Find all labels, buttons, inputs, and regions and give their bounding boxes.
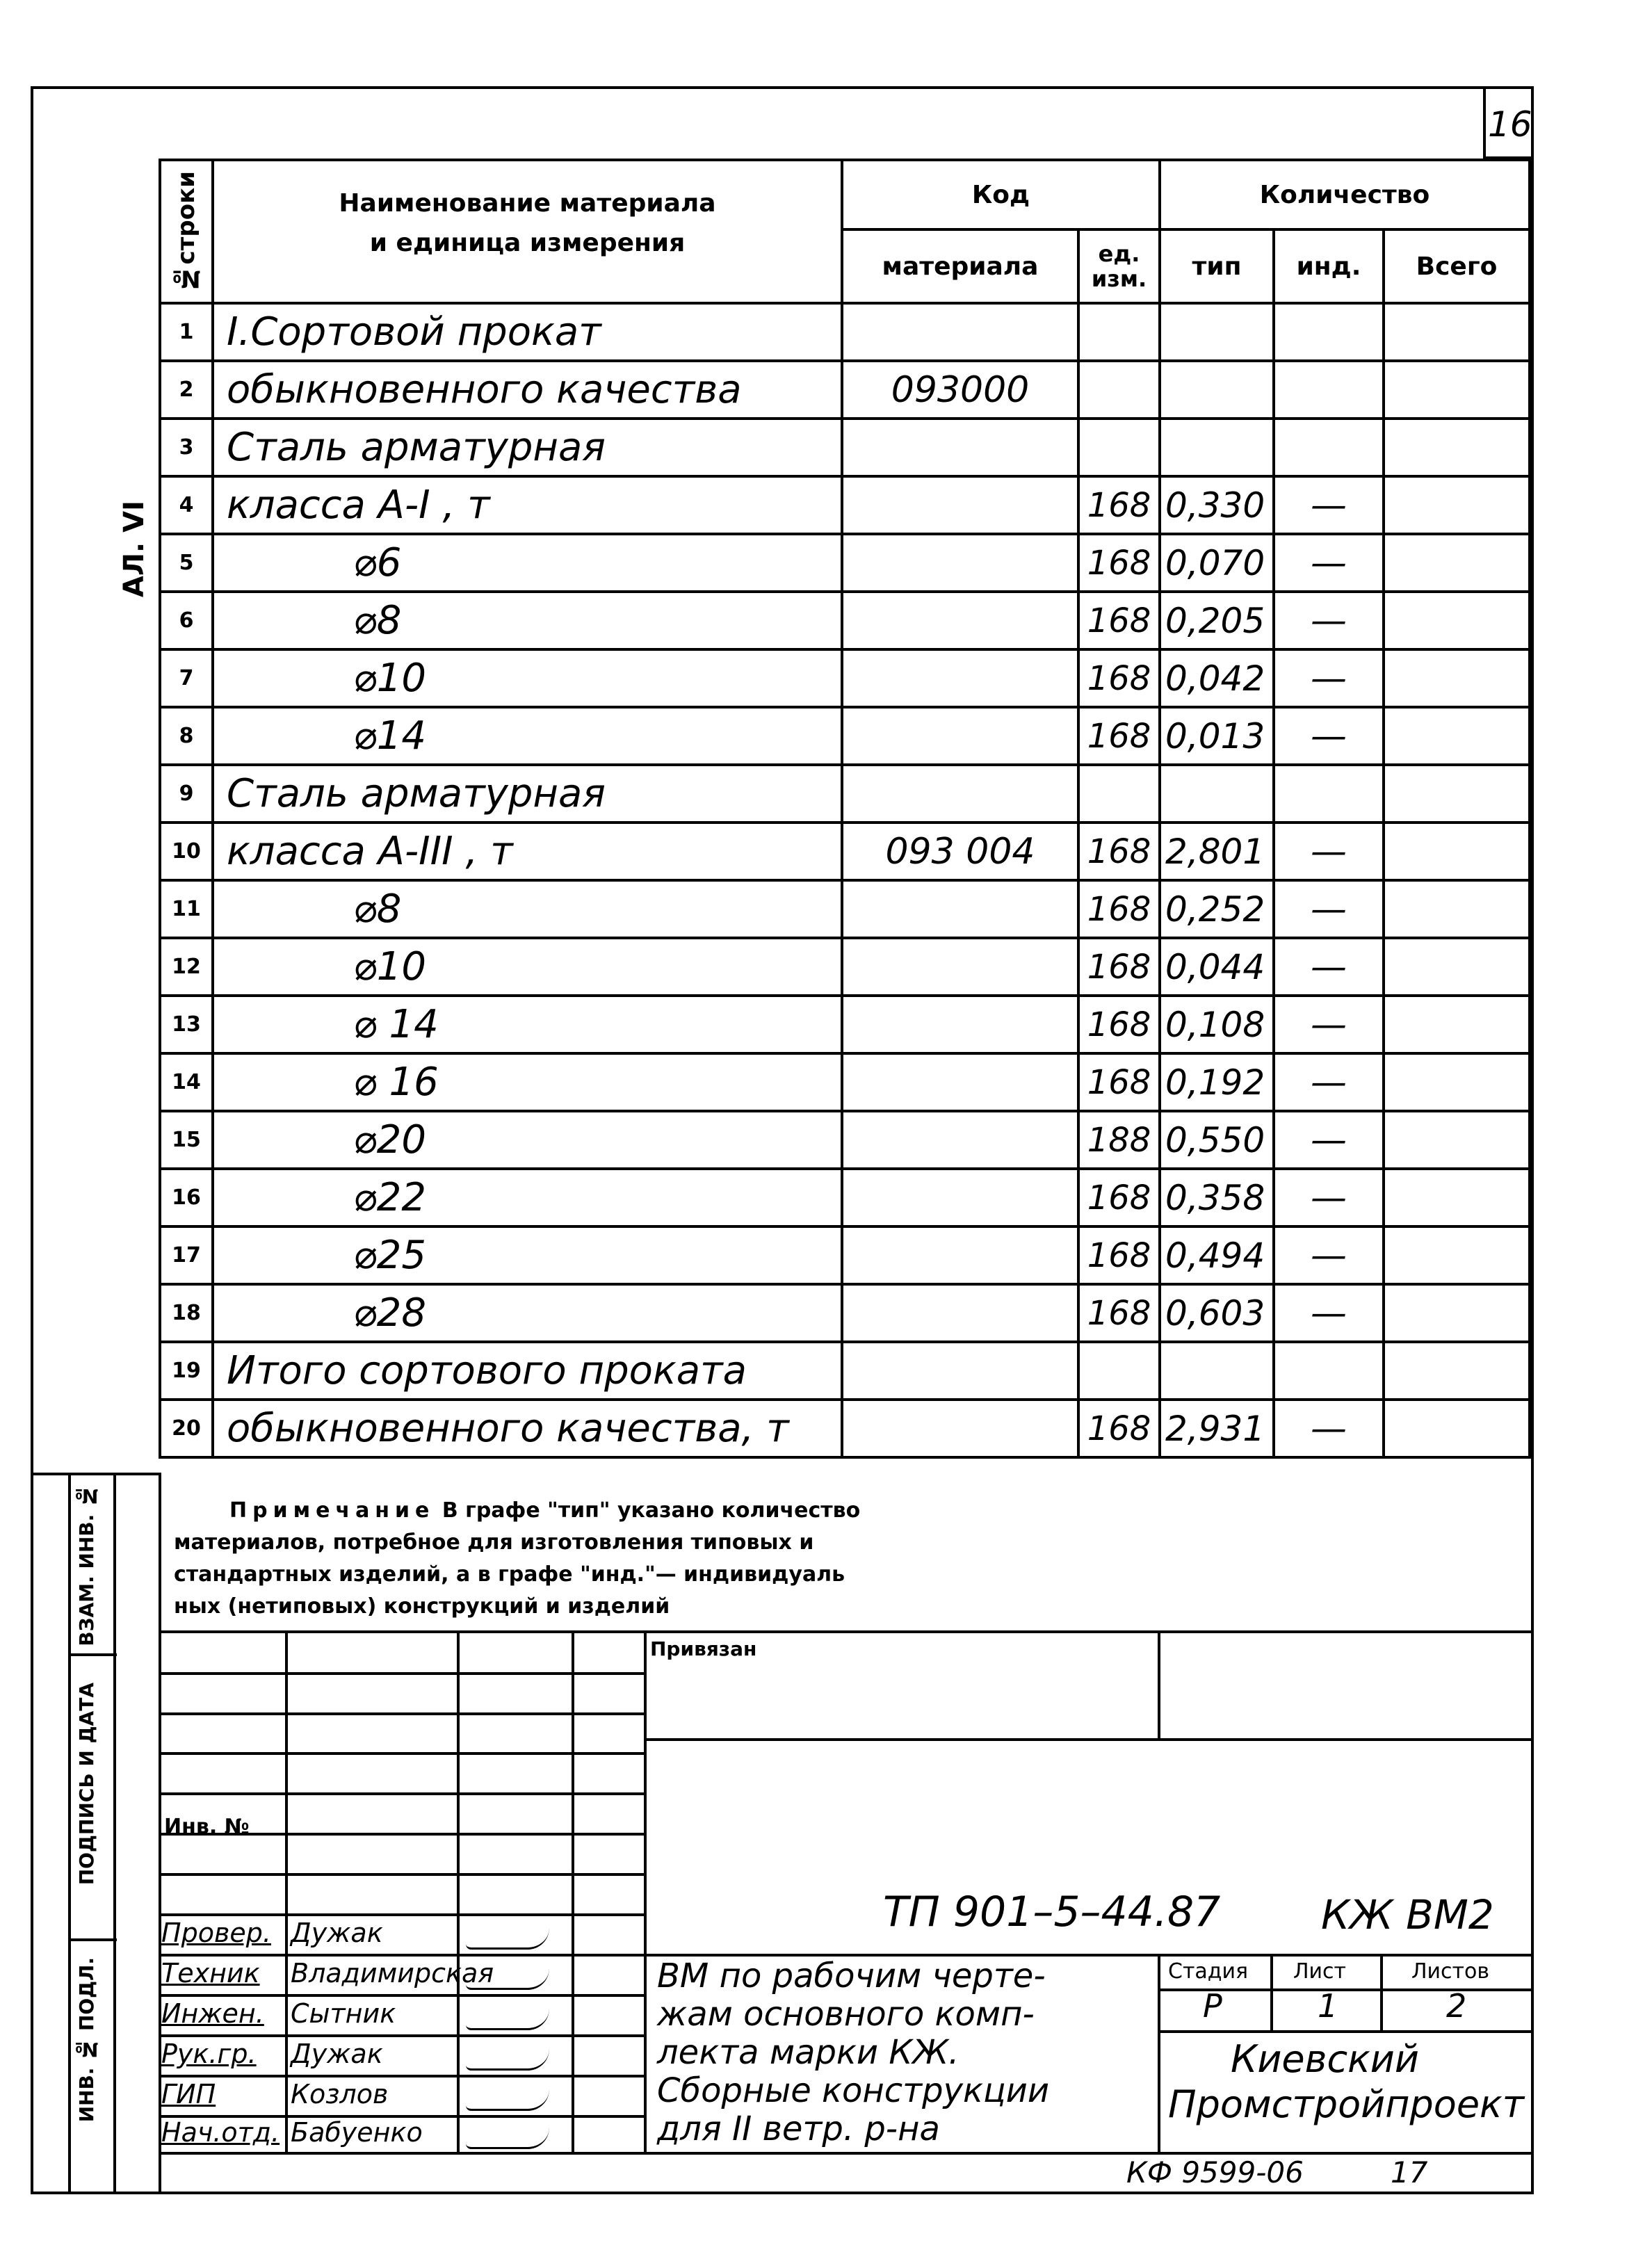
qty-typ: 0,550 — [1160, 1111, 1274, 1169]
material-name: ⌀8 — [213, 880, 842, 938]
qty-ind — [1274, 765, 1384, 823]
code-material-header: материала — [842, 229, 1078, 303]
table-row — [160, 1111, 1530, 1169]
material-name: ⌀6 — [213, 534, 842, 592]
signature-mark — [466, 2128, 549, 2149]
qty-typ — [1160, 303, 1274, 361]
qty-ind: — — [1274, 996, 1384, 1053]
note-prefix: Примечание — [229, 1498, 435, 1523]
signer-name: Сытник — [291, 1998, 396, 2029]
code-unit-header: ед. изм. — [1078, 229, 1160, 303]
material-name: класса А-III , т — [213, 823, 842, 880]
material-code: 093000 — [842, 361, 1078, 419]
table-row — [160, 592, 1530, 649]
qty-ind: — — [1274, 476, 1384, 534]
material-name: ⌀28 — [213, 1284, 842, 1342]
table-row — [160, 765, 1530, 823]
qty-typ — [1160, 361, 1274, 419]
material-code: 093 004 — [842, 823, 1078, 880]
stamp-column-right — [113, 1473, 116, 2194]
stage-label: Стадия — [1168, 1959, 1249, 1984]
qty-total — [1384, 823, 1530, 880]
unit-code: 168 — [1078, 1053, 1160, 1111]
qty-total-header: Всего — [1384, 229, 1530, 303]
unit-code — [1078, 303, 1160, 361]
stamp-divider-2 — [68, 1938, 117, 1941]
signer-role: Рук.гр. — [161, 2039, 257, 2069]
signer-role: Техник — [161, 1958, 260, 1988]
table-row — [160, 938, 1530, 996]
qty-ind: — — [1274, 1226, 1384, 1284]
qty-ind: — — [1274, 649, 1384, 707]
stage-value: Р — [1203, 1987, 1222, 2025]
table-row — [160, 419, 1530, 476]
row-number: 7 — [160, 649, 213, 707]
materials-table — [159, 159, 1531, 1459]
row-number: 10 — [160, 823, 213, 880]
qty-ind — [1274, 361, 1384, 419]
material-code — [842, 996, 1078, 1053]
qty-typ: 0,494 — [1160, 1226, 1274, 1284]
material-code — [842, 880, 1078, 938]
qty-ind — [1274, 303, 1384, 361]
material-name: ⌀25 — [213, 1226, 842, 1284]
material-name: обыкновенного качества, т — [213, 1400, 842, 1457]
unit-code: 168 — [1078, 592, 1160, 649]
material-name: ⌀ 14 — [213, 996, 842, 1053]
sheet-value: 1 — [1318, 1987, 1338, 2025]
qty-typ: 0,042 — [1160, 649, 1274, 707]
material-code — [842, 476, 1078, 534]
qty-total — [1384, 707, 1530, 765]
row-number: 5 — [160, 534, 213, 592]
footer-code: КФ 9599-06 — [1126, 2155, 1304, 2189]
row-number: 1 — [160, 303, 213, 361]
signer-name: Дужак — [291, 1918, 383, 1948]
unit-code: 168 — [1078, 823, 1160, 880]
qty-total — [1384, 476, 1530, 534]
description-line5: для II ветр. р-на — [657, 2109, 940, 2148]
qty-total — [1384, 996, 1530, 1053]
material-name: обыкновенного качества — [213, 361, 842, 419]
row-number: 11 — [160, 880, 213, 938]
signer-role: Нач.отд. — [161, 2117, 280, 2148]
note-line3: стандартных изделий, а в графе "инд."— индивидуаль — [174, 1562, 845, 1587]
qty-typ: 0,044 — [1160, 938, 1274, 996]
material-code — [842, 765, 1078, 823]
unit-code: 168 — [1078, 880, 1160, 938]
material-code — [842, 1169, 1078, 1226]
unit-code: 168 — [1078, 1169, 1160, 1226]
stamp-inv-podl: ИНВ. № ПОДЛ. — [75, 1957, 98, 2123]
qty-total — [1384, 1053, 1530, 1111]
unit-code: 168 — [1078, 649, 1160, 707]
qty-total — [1384, 419, 1530, 476]
material-name: класса А-I , т — [213, 476, 842, 534]
sheets-label: Листов — [1411, 1959, 1490, 1984]
name-header: Наименование материала и единица измерения — [213, 160, 842, 303]
row-number: 19 — [160, 1342, 213, 1400]
unit-code: 188 — [1078, 1111, 1160, 1169]
material-code — [842, 649, 1078, 707]
description — [657, 1957, 1049, 2148]
sheet-number: 16 — [1488, 104, 1532, 145]
org-line2: Промстройпроект — [1168, 2082, 1525, 2126]
code-header: Код — [842, 160, 1160, 229]
qty-ind: — — [1274, 1169, 1384, 1226]
note-line4: ных (нетиповых) конструкций и изделий — [174, 1594, 670, 1619]
inv-no-label: Инв. № — [164, 1815, 250, 1839]
unit-code: 168 — [1078, 1284, 1160, 1342]
signature-mark — [466, 1928, 549, 1950]
material-code — [842, 303, 1078, 361]
material-name: ⌀10 — [213, 649, 842, 707]
material-code — [842, 419, 1078, 476]
material-name: ⌀22 — [213, 1169, 842, 1226]
signature-mark — [466, 2009, 549, 2030]
qty-total — [1384, 649, 1530, 707]
qty-total — [1384, 361, 1530, 419]
privyazan-label: Привязан — [650, 1637, 757, 1660]
qty-total — [1384, 1284, 1530, 1342]
unit-code — [1078, 419, 1160, 476]
material-code — [842, 1284, 1078, 1342]
table-row — [160, 707, 1530, 765]
row-number: 13 — [160, 996, 213, 1053]
row-number: 6 — [160, 592, 213, 649]
qty-total — [1384, 1226, 1530, 1284]
qty-typ: 0,192 — [1160, 1053, 1274, 1111]
row-number: 18 — [160, 1284, 213, 1342]
material-code — [842, 592, 1078, 649]
table-row — [160, 823, 1530, 880]
material-code — [842, 938, 1078, 996]
row-no-header: №строки — [160, 160, 213, 303]
signature-mark — [466, 1968, 549, 1990]
signer-role: Провер. — [161, 1918, 271, 1948]
qty-typ: 2,801 — [1160, 823, 1274, 880]
unit-code: 168 — [1078, 1226, 1160, 1284]
material-name: Сталь арматурная — [213, 419, 842, 476]
signer-name: Владимирская — [291, 1958, 494, 1988]
material-name: ⌀20 — [213, 1111, 842, 1169]
unit-code: 168 — [1078, 707, 1160, 765]
unit-code: 168 — [1078, 476, 1160, 534]
org-line1: Киевский — [1231, 2037, 1419, 2081]
footer-page: 17 — [1391, 2155, 1428, 2189]
table-row — [160, 534, 1530, 592]
qty-typ: 0,330 — [1160, 476, 1274, 534]
row-number: 16 — [160, 1169, 213, 1226]
material-name: I.Сортовой прокат — [213, 303, 842, 361]
table-row — [160, 1284, 1530, 1342]
material-code — [842, 1053, 1078, 1111]
unit-code: 168 — [1078, 1400, 1160, 1457]
qty-ind-header: инд. — [1274, 229, 1384, 303]
material-name: Итого сортового проката — [213, 1342, 842, 1400]
qty-typ — [1160, 419, 1274, 476]
qty-total — [1384, 1342, 1530, 1400]
table-row — [160, 649, 1530, 707]
unit-code — [1078, 1342, 1160, 1400]
qty-ind — [1274, 419, 1384, 476]
table-row — [160, 1400, 1530, 1457]
row-number: 2 — [160, 361, 213, 419]
qty-ind: — — [1274, 1284, 1384, 1342]
row-number: 4 — [160, 476, 213, 534]
description-line2: жам основного комп- — [657, 1995, 1035, 2034]
row-number: 9 — [160, 765, 213, 823]
row-number: 8 — [160, 707, 213, 765]
unit-code — [1078, 361, 1160, 419]
qty-typ: 0,013 — [1160, 707, 1274, 765]
qty-ind: — — [1274, 823, 1384, 880]
qty-total — [1384, 534, 1530, 592]
quantity-header: Количество — [1160, 160, 1530, 229]
material-name: ⌀10 — [213, 938, 842, 996]
doc-mark: КЖ ВМ2 — [1321, 1891, 1494, 1938]
qty-ind: — — [1274, 1053, 1384, 1111]
qty-ind — [1274, 1342, 1384, 1400]
qty-typ: 2,931 — [1160, 1400, 1274, 1457]
material-code — [842, 1400, 1078, 1457]
description-line1: ВМ по рабочим черте- — [657, 1957, 1046, 1995]
doc-code: ТП 901–5–44.87 — [883, 1888, 1221, 1936]
table-row — [160, 361, 1530, 419]
qty-ind: — — [1274, 880, 1384, 938]
qty-ind: — — [1274, 1111, 1384, 1169]
qty-ind: — — [1274, 534, 1384, 592]
table-row — [160, 1169, 1530, 1226]
qty-typ: 0,070 — [1160, 534, 1274, 592]
signer-name: Дужак — [291, 2039, 383, 2069]
qty-total — [1384, 1111, 1530, 1169]
signer-name: Козлов — [291, 2079, 389, 2109]
material-name: ⌀8 — [213, 592, 842, 649]
table-row — [160, 1226, 1530, 1284]
qty-typ: 0,205 — [1160, 592, 1274, 649]
description-line4: Сборные конструкции — [657, 2071, 1050, 2110]
table-row — [160, 996, 1530, 1053]
sheets-value: 2 — [1446, 1987, 1467, 2025]
material-code — [842, 707, 1078, 765]
qty-total — [1384, 592, 1530, 649]
stamp-vzam: ВЗАМ. ИНВ. № — [75, 1484, 98, 1646]
table-row — [160, 1342, 1530, 1400]
material-code — [842, 534, 1078, 592]
qty-typ: 0,108 — [1160, 996, 1274, 1053]
stamp-column-left — [68, 1473, 71, 2194]
note-line1: В графе "тип" указано количество — [435, 1498, 861, 1523]
material-name: ⌀14 — [213, 707, 842, 765]
row-number: 15 — [160, 1111, 213, 1169]
qty-total — [1384, 880, 1530, 938]
material-code — [842, 1111, 1078, 1169]
stamp-divider-1 — [68, 1653, 117, 1656]
signature-mark — [466, 2049, 549, 2071]
material-code — [842, 1226, 1078, 1284]
sheet-label: Лист — [1293, 1959, 1347, 1984]
stamp-podpis: ПОДПИСЬ И ДАТА — [75, 1683, 98, 1886]
signature-mark — [466, 2089, 549, 2111]
row-number: 12 — [160, 938, 213, 996]
unit-code: 168 — [1078, 996, 1160, 1053]
qty-ind: — — [1274, 1400, 1384, 1457]
table-row — [160, 303, 1530, 361]
signer-role: ГИП — [161, 2079, 216, 2109]
row-number: 3 — [160, 419, 213, 476]
row-number: 14 — [160, 1053, 213, 1111]
description-line3: лекта марки КЖ. — [657, 2033, 959, 2072]
qty-total — [1384, 303, 1530, 361]
unit-code: 168 — [1078, 938, 1160, 996]
qty-total — [1384, 1400, 1530, 1457]
material-code — [842, 1342, 1078, 1400]
unit-code — [1078, 765, 1160, 823]
qty-typ: 0,358 — [1160, 1169, 1274, 1226]
row-number: 20 — [160, 1400, 213, 1457]
unit-code: 168 — [1078, 534, 1160, 592]
qty-ind: — — [1274, 592, 1384, 649]
note — [174, 1495, 860, 1623]
qty-total — [1384, 765, 1530, 823]
qty-typ — [1160, 765, 1274, 823]
qty-typ: 0,603 — [1160, 1284, 1274, 1342]
row-number: 17 — [160, 1226, 213, 1284]
qty-typ-header: тип — [1160, 229, 1274, 303]
note-line2: материалов, потребное для изготовления типовых и — [174, 1530, 814, 1555]
table-row — [160, 476, 1530, 534]
stamp-top — [31, 1473, 161, 1475]
qty-ind: — — [1274, 707, 1384, 765]
qty-total — [1384, 938, 1530, 996]
qty-typ — [1160, 1342, 1274, 1400]
qty-ind: — — [1274, 938, 1384, 996]
album-label: АЛ. VI — [118, 501, 150, 598]
table-row — [160, 880, 1530, 938]
qty-typ: 0,252 — [1160, 880, 1274, 938]
qty-total — [1384, 1169, 1530, 1226]
signer-role: Инжен. — [161, 1998, 264, 2029]
material-name: Сталь арматурная — [213, 765, 842, 823]
table-row — [160, 1053, 1530, 1111]
material-name: ⌀ 16 — [213, 1053, 842, 1111]
signer-name: Бабуенко — [291, 2117, 423, 2148]
